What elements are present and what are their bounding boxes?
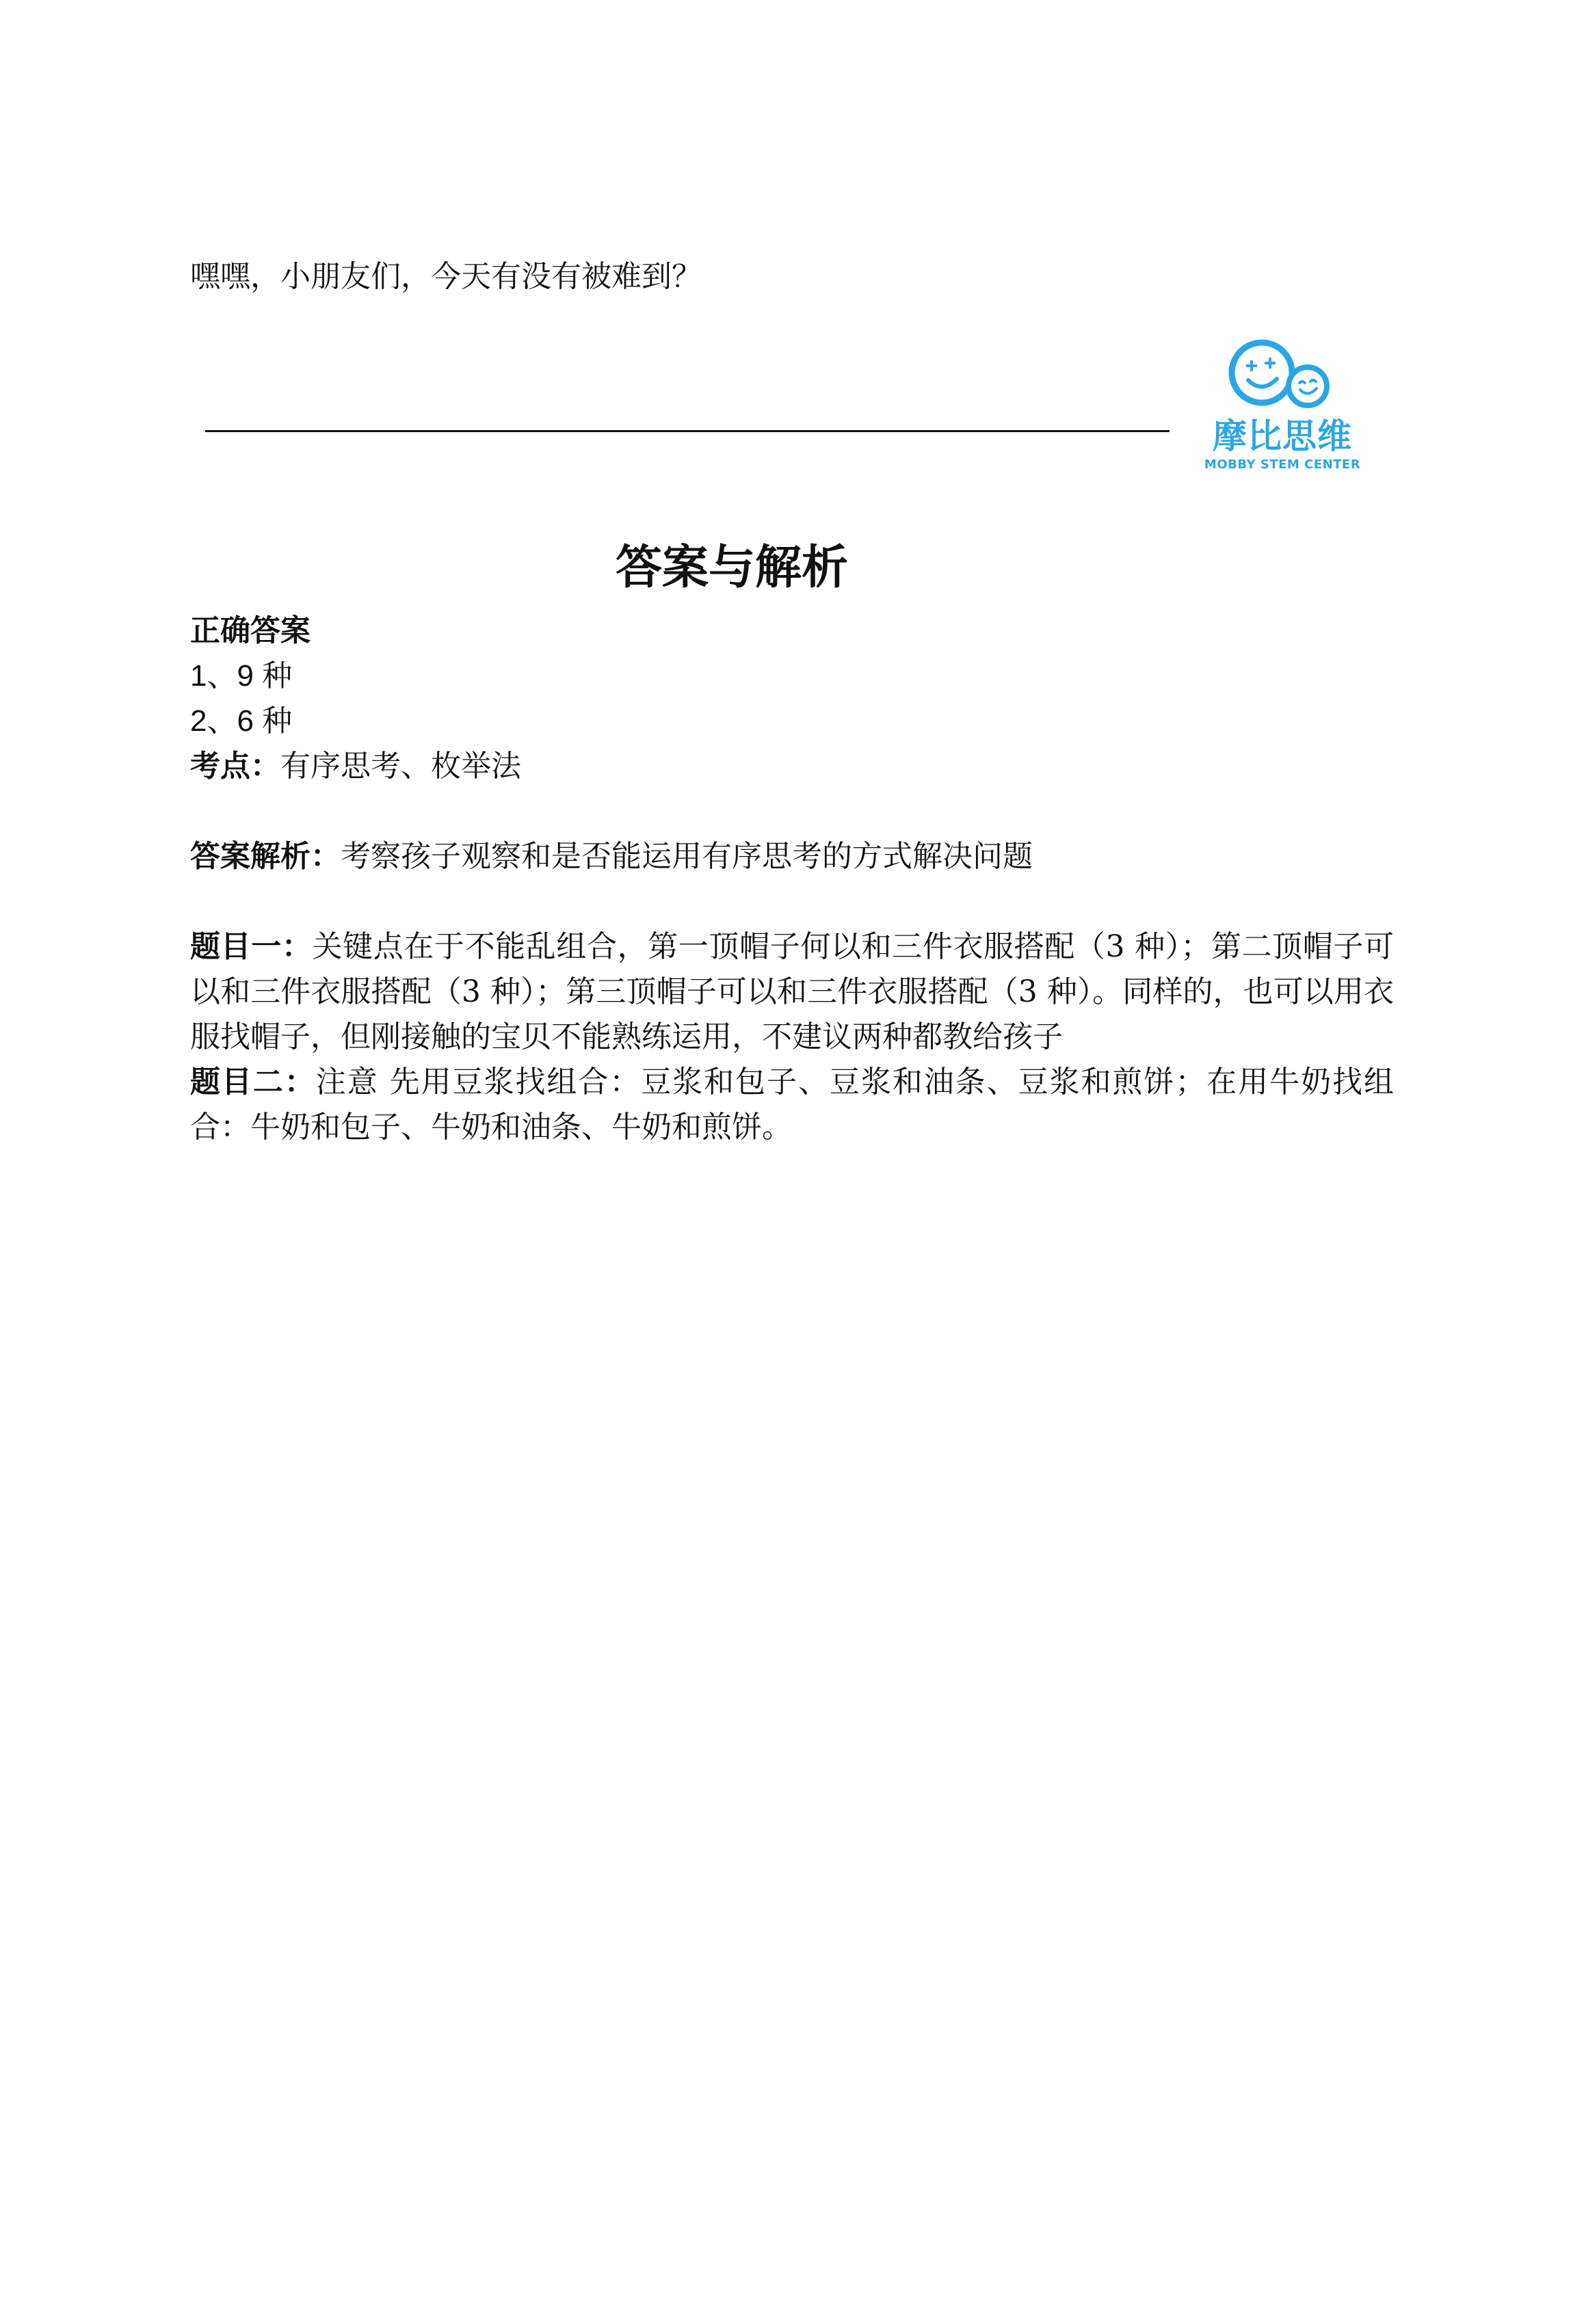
logo-name-cn: 摩比思维 bbox=[1213, 416, 1352, 456]
header-divider bbox=[205, 430, 1170, 432]
spacer bbox=[190, 879, 1394, 924]
brand-logo bbox=[1193, 335, 1371, 485]
analysis-label: 答案解析： bbox=[190, 839, 341, 874]
intro-text: 嘿嘿，小朋友们，今天有没有被难到？ bbox=[190, 259, 702, 294]
answers-heading: 正确答案 bbox=[190, 613, 311, 648]
logo-name-en: MOBBY STEM CENTER bbox=[1204, 457, 1361, 472]
key-point-text: 有序思考、枚举法 bbox=[280, 749, 521, 784]
answer-item-1: 1、9 种 bbox=[190, 659, 293, 693]
question1 bbox=[190, 924, 1394, 1060]
page-title: 答案与解析 bbox=[615, 540, 848, 595]
analysis bbox=[190, 834, 1394, 879]
analysis-text: 考察孩子观察和是否能运用有序思考的方式解决问题 bbox=[341, 839, 1033, 874]
key-point-label: 考点： bbox=[190, 749, 280, 784]
question2 bbox=[190, 1060, 1394, 1150]
smiley-faces-icon bbox=[1193, 335, 1371, 417]
question1-text: 关键点在于不能乱组合，第一顶帽子何以和三件衣服搭配（3 种）；第二顶帽子可以和三件衣服搭配（3 种）；第三顶帽子可以和三件衣服搭配（3 种）。同样的，也可以用衣服找帽子，但刚接触的宝贝不能熟练运用，不建议两种都教给孩子 bbox=[190, 929, 1394, 1054]
answer-item-2: 2、6 种 bbox=[190, 704, 293, 738]
spacer bbox=[190, 789, 1394, 834]
question2-text: 注意 先用豆浆找组合：豆浆和包子、豆浆和油条、豆浆和煎饼；在用牛奶找组合：牛奶和包子、牛奶和油条、牛奶和煎饼。 bbox=[190, 1065, 1395, 1145]
question2-label: 题目二： bbox=[190, 1065, 316, 1099]
key-point bbox=[190, 744, 1394, 789]
question1-label: 题目一： bbox=[190, 929, 313, 964]
answer-content bbox=[190, 609, 1394, 1150]
